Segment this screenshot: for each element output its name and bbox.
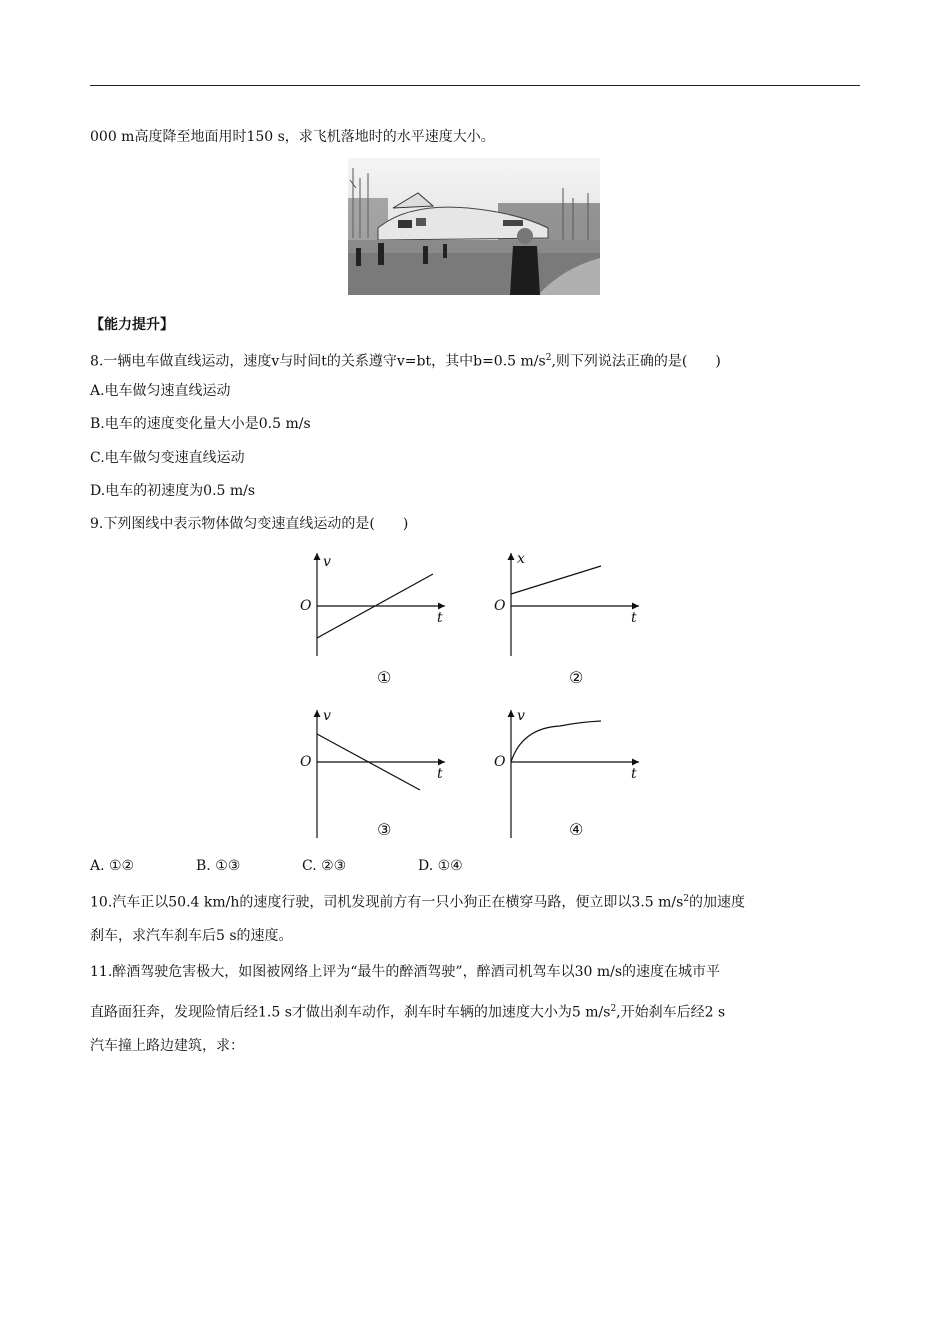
q9-option-b: B. ①③ <box>196 858 241 874</box>
graph-3-y-label: v <box>323 708 331 724</box>
graph-4 <box>511 710 639 838</box>
header-rule <box>90 85 860 86</box>
graph-3 <box>317 710 445 838</box>
q10-line1-text: 10.汽车正以50.4 km/h的速度行驶，司机发现前方有一只小狗正在横穿马路，便立即以3.5 m/s <box>90 894 684 911</box>
motion-graphs <box>290 548 660 844</box>
graph-2-line <box>511 566 601 594</box>
graph-4-number: ④ <box>569 820 584 839</box>
graph-4-origin: O <box>494 754 506 770</box>
graph-4-x-label: t <box>631 766 637 782</box>
graph-1-y-label: v <box>323 554 331 570</box>
graph-1-x-label: t <box>437 610 443 626</box>
q8-option-a: A.电车做匀速直线运动 <box>90 383 231 399</box>
graph-1-number: ① <box>377 668 392 687</box>
graph-4-curve <box>511 721 601 762</box>
question-10-line-1 <box>90 890 745 912</box>
question-8-stem <box>90 349 721 371</box>
plane-crash-photo <box>348 158 600 295</box>
section-title: 【能力提升】 <box>90 317 174 333</box>
graph-3-x-label: t <box>437 766 443 782</box>
graph-2-number: ② <box>569 668 584 687</box>
q9-option-c: C. ②③ <box>302 858 347 874</box>
q9-option-a: A. ①② <box>90 858 135 874</box>
q8-option-b: B.电车的速度变化量大小是0.5 m/s <box>90 416 311 432</box>
graph-2-x-label: t <box>631 610 637 626</box>
q8-stem-tail: ,则下列说法正确的是( ) <box>551 353 721 370</box>
q8-option-d: D.电车的初速度为0.5 m/s <box>90 483 256 499</box>
graph-2 <box>511 553 639 656</box>
question-7-continuation: 000 m高度降至地面用时150 s，求飞机落地时的水平速度大小。 <box>90 129 495 145</box>
q9-options <box>90 857 463 875</box>
question-11-line-2 <box>90 1000 725 1022</box>
q11-line2-tail: ,开始刹车后经2 s <box>616 1004 726 1021</box>
q8-stem-text: 8.一辆电车做直线运动，速度v与时间t的关系遵守v=bt，其中b=0.5 m/s <box>90 353 546 370</box>
graph-2-y-label: x <box>517 551 525 567</box>
graph-1-origin: O <box>300 598 312 614</box>
q10-superscript: 2 <box>683 894 690 904</box>
graph-3-number: ③ <box>377 820 392 839</box>
graph-2-origin: O <box>494 598 506 614</box>
q8-stem-superscript: 2 <box>545 353 552 363</box>
q11-line2-text: 直路面狂奔，发现险情后经1.5 s才做出刹车动作，刹车时车辆的加速度大小为5 m/s <box>90 1004 611 1021</box>
q9-option-d: D. ①④ <box>418 858 463 874</box>
graph-1 <box>317 553 445 656</box>
q8-option-c: C.电车做匀变速直线运动 <box>90 450 245 466</box>
question-10-line-2: 刹车，求汽车刹车后5 s的速度。 <box>90 928 293 944</box>
question-11-line-1: 11.醉酒驾驶危害极大，如图被网络上评为“最牛的醉酒驾驶”，醉酒司机驾车以30 m/s的速度在城市平 <box>90 964 721 980</box>
question-9-stem: 9.下列图线中表示物体做匀变速直线运动的是( ) <box>90 516 409 532</box>
q10-line1-tail: 的加速度 <box>689 894 746 911</box>
graph-3-origin: O <box>300 754 312 770</box>
question-11-line-3: 汽车撞上路边建筑，求： <box>90 1038 244 1054</box>
q11-superscript: 2 <box>610 1004 617 1014</box>
graph-4-y-label: v <box>517 708 525 724</box>
